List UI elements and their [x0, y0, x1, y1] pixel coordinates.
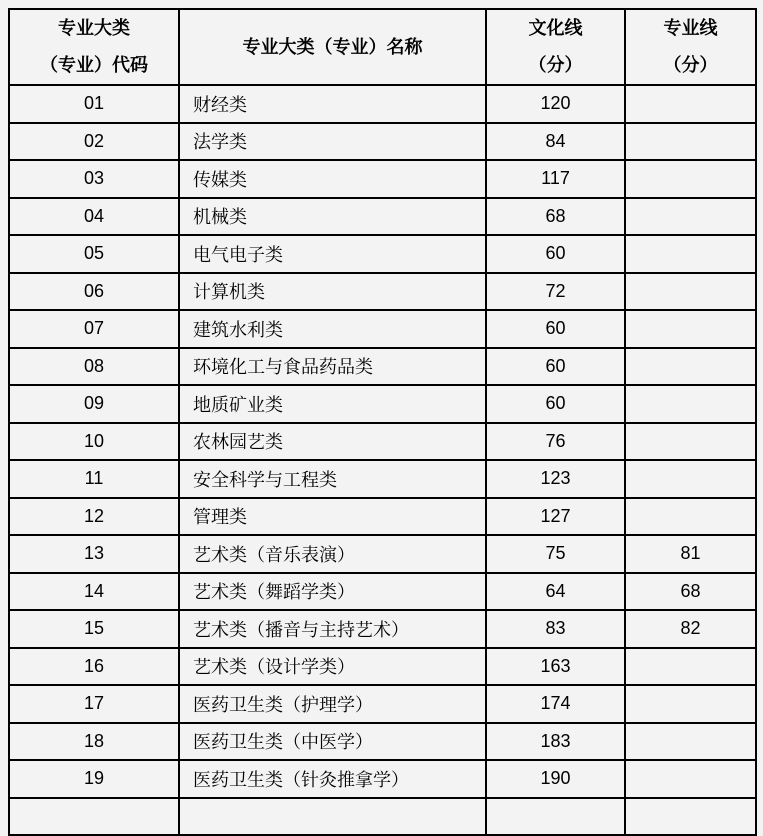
header-culture-column — [486, 9, 625, 85]
row-name: 电气电子类 — [179, 235, 486, 273]
row-culture-score: 76 — [486, 423, 625, 461]
row-name: 机械类 — [179, 198, 486, 236]
row-culture-score — [486, 798, 625, 836]
row-professional-score: 82 — [625, 610, 756, 648]
table-row — [9, 723, 756, 761]
row-name: 计算机类 — [179, 273, 486, 311]
row-code: 15 — [9, 610, 179, 648]
row-code: 13 — [9, 535, 179, 573]
table-row — [9, 498, 756, 536]
header-name-column — [179, 9, 486, 85]
row-name: 医药卫生类（针灸推拿学） — [179, 760, 486, 798]
row-culture-score: 123 — [486, 460, 625, 498]
row-culture-score: 75 — [486, 535, 625, 573]
row-code: 19 — [9, 760, 179, 798]
row-professional-score — [625, 385, 756, 423]
row-culture-score: 174 — [486, 685, 625, 723]
row-code: 03 — [9, 160, 179, 198]
row-code: 01 — [9, 85, 179, 123]
table-row — [9, 235, 756, 273]
header-professional-line2: （分） — [663, 55, 718, 75]
row-professional-score — [625, 798, 756, 836]
row-name: 地质矿业类 — [179, 385, 486, 423]
row-culture-score: 60 — [486, 310, 625, 348]
row-professional-score — [625, 123, 756, 161]
table-row — [9, 535, 756, 573]
row-professional-score — [625, 423, 756, 461]
header-professional-line1: 专业线 — [663, 18, 718, 38]
row-culture-score: 163 — [486, 648, 625, 686]
row-culture-score: 183 — [486, 723, 625, 761]
row-culture-score: 84 — [486, 123, 625, 161]
row-name: 管理类 — [179, 498, 486, 536]
page — [0, 8, 763, 811]
header-code-column — [9, 9, 179, 85]
row-name: 传媒类 — [179, 160, 486, 198]
row-professional-score — [625, 85, 756, 123]
row-code: 04 — [9, 198, 179, 236]
row-professional-score — [625, 760, 756, 798]
row-professional-score: 68 — [625, 573, 756, 611]
row-culture-score: 117 — [486, 160, 625, 198]
row-name: 艺术类（设计学类） — [179, 648, 486, 686]
row-name: 安全科学与工程类 — [179, 460, 486, 498]
row-name — [179, 798, 486, 836]
header-code-line1: 专业大类 — [58, 18, 130, 38]
row-name: 财经类 — [179, 85, 486, 123]
row-code: 11 — [9, 460, 179, 498]
row-culture-score: 127 — [486, 498, 625, 536]
table-row — [9, 273, 756, 311]
row-name: 艺术类（播音与主持艺术） — [179, 610, 486, 648]
row-code: 06 — [9, 273, 179, 311]
row-professional-score — [625, 348, 756, 386]
row-professional-score — [625, 160, 756, 198]
row-professional-score — [625, 310, 756, 348]
table-row — [9, 573, 756, 611]
row-code — [9, 798, 179, 836]
table-row — [9, 423, 756, 461]
row-culture-score: 60 — [486, 348, 625, 386]
table-row — [9, 123, 756, 161]
row-professional-score: 81 — [625, 535, 756, 573]
table-row — [9, 198, 756, 236]
row-name: 环境化工与食品药品类 — [179, 348, 486, 386]
row-name: 法学类 — [179, 123, 486, 161]
row-culture-score: 190 — [486, 760, 625, 798]
row-culture-score: 64 — [486, 573, 625, 611]
row-culture-score: 60 — [486, 235, 625, 273]
row-professional-score — [625, 723, 756, 761]
row-culture-score: 120 — [486, 85, 625, 123]
row-name: 艺术类（舞蹈学类） — [179, 573, 486, 611]
table-body — [9, 85, 756, 835]
row-code: 12 — [9, 498, 179, 536]
table-row — [9, 685, 756, 723]
row-name: 艺术类（音乐表演） — [179, 535, 486, 573]
row-name: 农林园艺类 — [179, 423, 486, 461]
row-name: 医药卫生类（中医学） — [179, 723, 486, 761]
row-name: 建筑水利类 — [179, 310, 486, 348]
row-code: 09 — [9, 385, 179, 423]
header-name-line1: 专业大类（专业）名称 — [242, 36, 423, 57]
table-row — [9, 160, 756, 198]
table-row — [9, 385, 756, 423]
row-name: 医药卫生类（护理学） — [179, 685, 486, 723]
row-professional-score — [625, 648, 756, 686]
table-row — [9, 460, 756, 498]
header-row — [9, 9, 756, 85]
row-code: 17 — [9, 685, 179, 723]
row-code: 16 — [9, 648, 179, 686]
table-row — [9, 610, 756, 648]
row-code: 18 — [9, 723, 179, 761]
table-row — [9, 348, 756, 386]
row-culture-score: 60 — [486, 385, 625, 423]
row-code: 10 — [9, 423, 179, 461]
table-row — [9, 85, 756, 123]
row-professional-score — [625, 685, 756, 723]
row-professional-score — [625, 198, 756, 236]
row-culture-score: 72 — [486, 273, 625, 311]
row-code: 07 — [9, 310, 179, 348]
header-code-line2: （专业）代码 — [40, 55, 148, 75]
row-code: 02 — [9, 123, 179, 161]
header-culture-line2: （分） — [528, 55, 583, 75]
table-header — [9, 9, 756, 85]
table-row — [9, 648, 756, 686]
row-professional-score — [625, 235, 756, 273]
table-row — [9, 310, 756, 348]
row-code: 08 — [9, 348, 179, 386]
row-professional-score — [625, 273, 756, 311]
row-culture-score: 83 — [486, 610, 625, 648]
admission-score-table — [8, 8, 757, 836]
table-row — [9, 760, 756, 798]
partial-row — [9, 798, 756, 836]
header-professional-column — [625, 9, 756, 85]
row-professional-score — [625, 498, 756, 536]
row-culture-score: 68 — [486, 198, 625, 236]
row-code: 05 — [9, 235, 179, 273]
row-code: 14 — [9, 573, 179, 611]
row-professional-score — [625, 460, 756, 498]
header-culture-line1: 文化线 — [528, 18, 583, 38]
